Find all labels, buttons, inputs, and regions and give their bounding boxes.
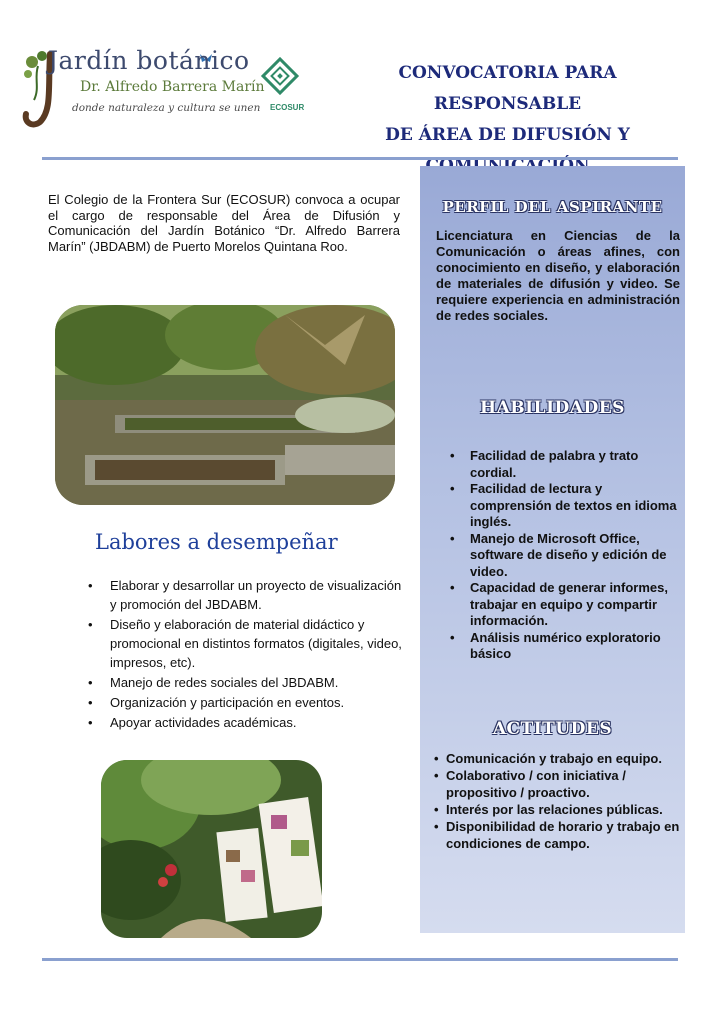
- list-item: • Organización y participación en eventos.: [86, 693, 406, 712]
- top-divider: [42, 157, 678, 160]
- garden-beds-photo: [55, 305, 395, 505]
- bottom-divider: [42, 958, 678, 961]
- labores-list: [86, 576, 406, 733]
- list-item: • Disponibilidad de horario y trabajo en condiciones de campo.: [434, 818, 682, 852]
- habilidades-heading: HABILIDADES: [480, 398, 625, 418]
- logo-partner: ECOSUR: [270, 103, 305, 112]
- list-item: • Facilidad de lectura y comprensión de textos en idioma inglés.: [448, 481, 680, 531]
- list-item: • Interés por las relaciones públicas.: [434, 801, 682, 818]
- perfil-heading: PERFIL DEL ASPIRANTE: [442, 198, 663, 216]
- list-item: • Comunicación y trabajo en equipo.: [434, 750, 682, 767]
- perfil-text: Licenciatura en Ciencias de la Comunicación o áreas afines, con conocimiento en diseño, y elaboración de materiales de difusión y video. Se requiere experiencia en administración de redes sociales.: [436, 228, 680, 323]
- title-line: CONVOCATORIA PARA RESPONSABLE: [398, 63, 617, 114]
- garden-exhibit-photo: [101, 760, 322, 938]
- habilidades-list: [448, 448, 680, 663]
- actitudes-list: [434, 750, 682, 852]
- list-item: • Colaborativo / con iniciativa / propositivo / proactivo.: [434, 767, 682, 801]
- list-item: • Análisis numérico exploratorio básico: [448, 630, 680, 663]
- intro-paragraph: El Colegio de la Frontera Sur (ECOSUR) convoca a ocupar el cargo de responsable del Área de Difusión y Comunicación del Jardín Botánico “Dr. Alfredo Barrera Marín” (JBDABM) de Puerto Morelos Quintana Roo.: [48, 192, 400, 254]
- list-item: • Elaborar y desarrollar un proyecto de visualización y promoción del JBDABM.: [86, 576, 406, 614]
- logo-name: Jardín botánico: [48, 46, 250, 75]
- list-item: • Manejo de redes sociales del JBDABM.: [86, 673, 406, 692]
- page-title: [325, 58, 690, 182]
- list-item: • Apoyar actividades académicas.: [86, 713, 406, 732]
- list-item: • Diseño y elaboración de material didáctico y promocional en distintos formatos (digitales, video, impresos, etc).: [86, 615, 406, 672]
- logo-subtitle: Dr. Alfredo Barrera Marín: [80, 79, 265, 95]
- actitudes-heading: ACTITUDES: [492, 719, 613, 739]
- list-item: • Capacidad de generar informes, trabajar en equipo y compartir información.: [448, 580, 680, 630]
- list-item: • Facilidad de palabra y trato cordial.: [448, 448, 680, 481]
- list-item: • Manejo de Microsoft Office, software de diseño y edición de video.: [448, 531, 680, 581]
- logo-tagline: donde naturaleza y cultura se unen: [72, 102, 261, 114]
- labores-heading: Labores a desempeñar: [95, 530, 338, 554]
- garden-logo: [18, 48, 318, 130]
- title-line: DE ÁREA DE DIFUSIÓN Y: [385, 125, 630, 145]
- requirements-panel: [420, 166, 685, 933]
